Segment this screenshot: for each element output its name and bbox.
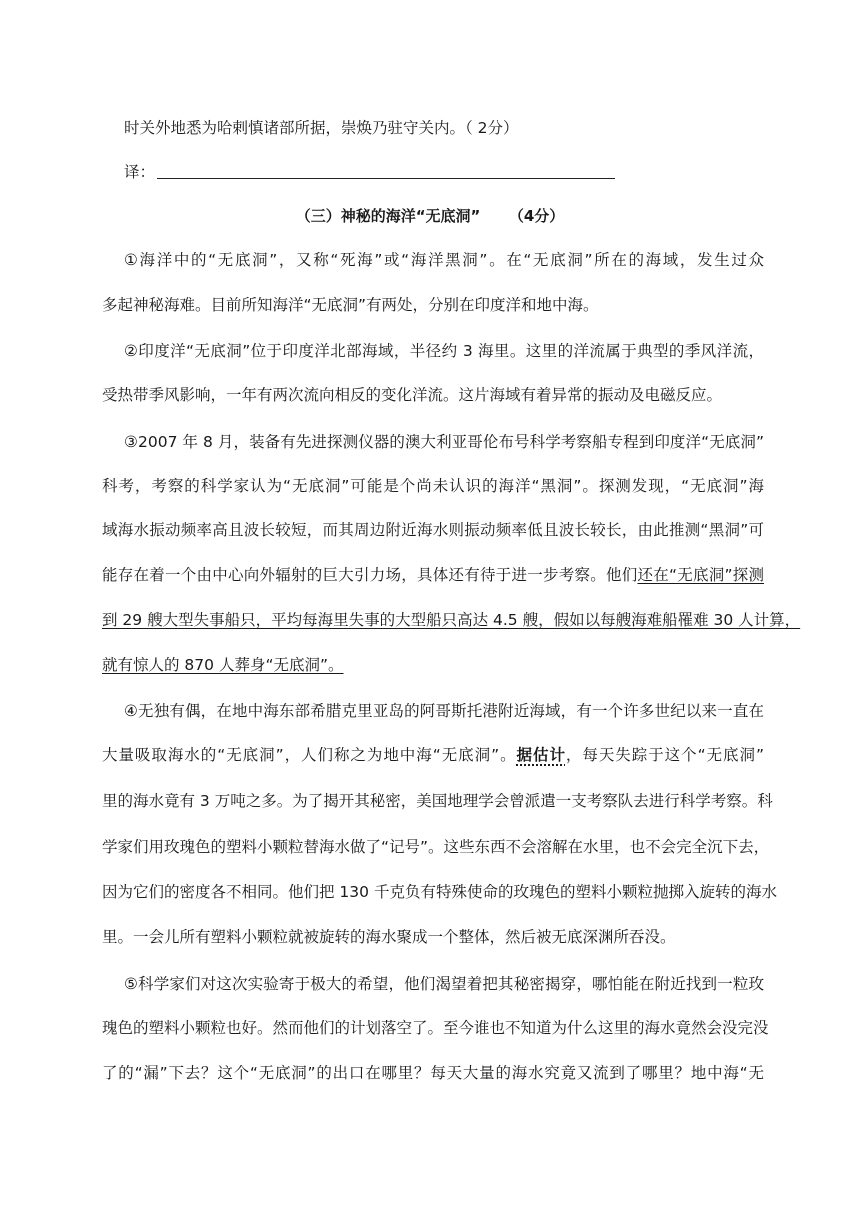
p4-line-6: 里。一会儿所有塑料小颗粒就被旋转的海水聚成一个整体，然后被无底深渊所吞没。 (102, 928, 676, 946)
answer-blank[interactable] (157, 177, 615, 179)
p2-line-2: 受热带季风影响，一年有两次流向相反的变化洋流。这片海域有着异常的振动及电磁反应。 (102, 386, 723, 404)
underlined-sentence-start: 还在“无底洞”探测 (637, 566, 764, 584)
section-score: （4分） (508, 207, 565, 225)
p3-line-3: 域海水振动频率高且波长较短，而其周边附近海水则振动频率低且波长较长，由此推测“黑洞”可 (102, 521, 764, 539)
p3-line-6 (102, 655, 764, 675)
section-title-text: （三）神秘的海洋“无底洞” (295, 207, 481, 225)
p3-line-1: ③2007 年 8 月，装备有先进探测仪器的澳大利亚哥伦布号科学考察船专程到印度洋“无底洞” (124, 433, 764, 451)
p5-line-3: 了的“漏”下去？这个“无底洞”的出口在哪里？每天大量的海水究竟又流到了哪里？地中海“无 (102, 1064, 764, 1082)
p1-line-1: ①海洋中的“无底洞”，又称“死海”或“海洋黑洞”。在“无底洞”所在的海域，发生过众 (124, 251, 764, 269)
translate-label: 译： (124, 163, 156, 181)
p3-line-4-text: 能存在着一个由中心向外辐射的巨大引力场，具体还有待于进一步考察。他们 (102, 566, 638, 584)
p4-line-3: 里的海水竟有 3 万吨之多。为了揭开其秘密，美国地理学会曾派遣一支考察队去进行科学考察。科 (102, 792, 773, 810)
underlined-sentence-middle: 到 29 艘大型失事船只，平均每海里失事的大型船只高达 4.5 艘，假如以每艘海难船罹难 30 人计算， (102, 611, 801, 629)
prev-question-line: 时关外地悉为哈剌慎诸部所据，崇焕乃驻守关内。（ 2分） (124, 119, 519, 137)
p4-line-1: ④无独有偶，在地中海东部希腊克里亚岛的阿哥斯托港附近海域，有一个许多世纪以来一直在 (124, 702, 764, 720)
section-title (0, 206, 860, 226)
p1-line-2: 多起神秘海难。目前所知海洋“无底洞”有两处，分别在印度洋和地中海。 (102, 296, 599, 314)
p5-line-2: 瑰色的塑料小颗粒也好。然而他们的计划落空了。至今谁也不知道为什么这里的海水竟然会没完没 (102, 1019, 769, 1037)
p2-line-1: ②印度洋“无底洞”位于印度洋北部海域，半径约 3 海里。这里的洋流属于典型的季风洋流， (124, 342, 764, 360)
translate-line (124, 162, 764, 182)
p5-line-1: ⑤科学家们对这次实验寄于极大的希望，他们渴望着把其秘密揭穿，哪怕能在附近找到一粒玫 (124, 975, 764, 993)
p4-line-2 (102, 745, 764, 765)
p3-line-2: 科考，考察的科学家认为“无底洞”可能是个尚未认识的海洋“黑洞”。探测发现，“无底洞”海 (102, 477, 764, 495)
p3-line-4 (102, 565, 764, 585)
p4-line-4: 学家们用玫瑰色的塑料小颗粒替海水做了“记号”。这些东西不会溶解在水里，也不会完全沉下去， (102, 838, 770, 856)
emphasized-phrase: 据估计 (516, 746, 566, 764)
p4-line-5: 因为它们的密度各不相同。他们把 130 千克负有特殊使命的玫瑰色的塑料小颗粒抛掷入旋转的海水 (102, 883, 777, 901)
underlined-sentence-end: 就有惊人的 870 人葬身“无底洞”。 (102, 656, 344, 674)
p4-line-2-post: ，每天失踪于这个“无底洞” (565, 746, 764, 764)
p4-line-2-pre: 大量吸取海水的“无底洞”，人们称之为地中海“无底洞”。 (102, 746, 517, 764)
